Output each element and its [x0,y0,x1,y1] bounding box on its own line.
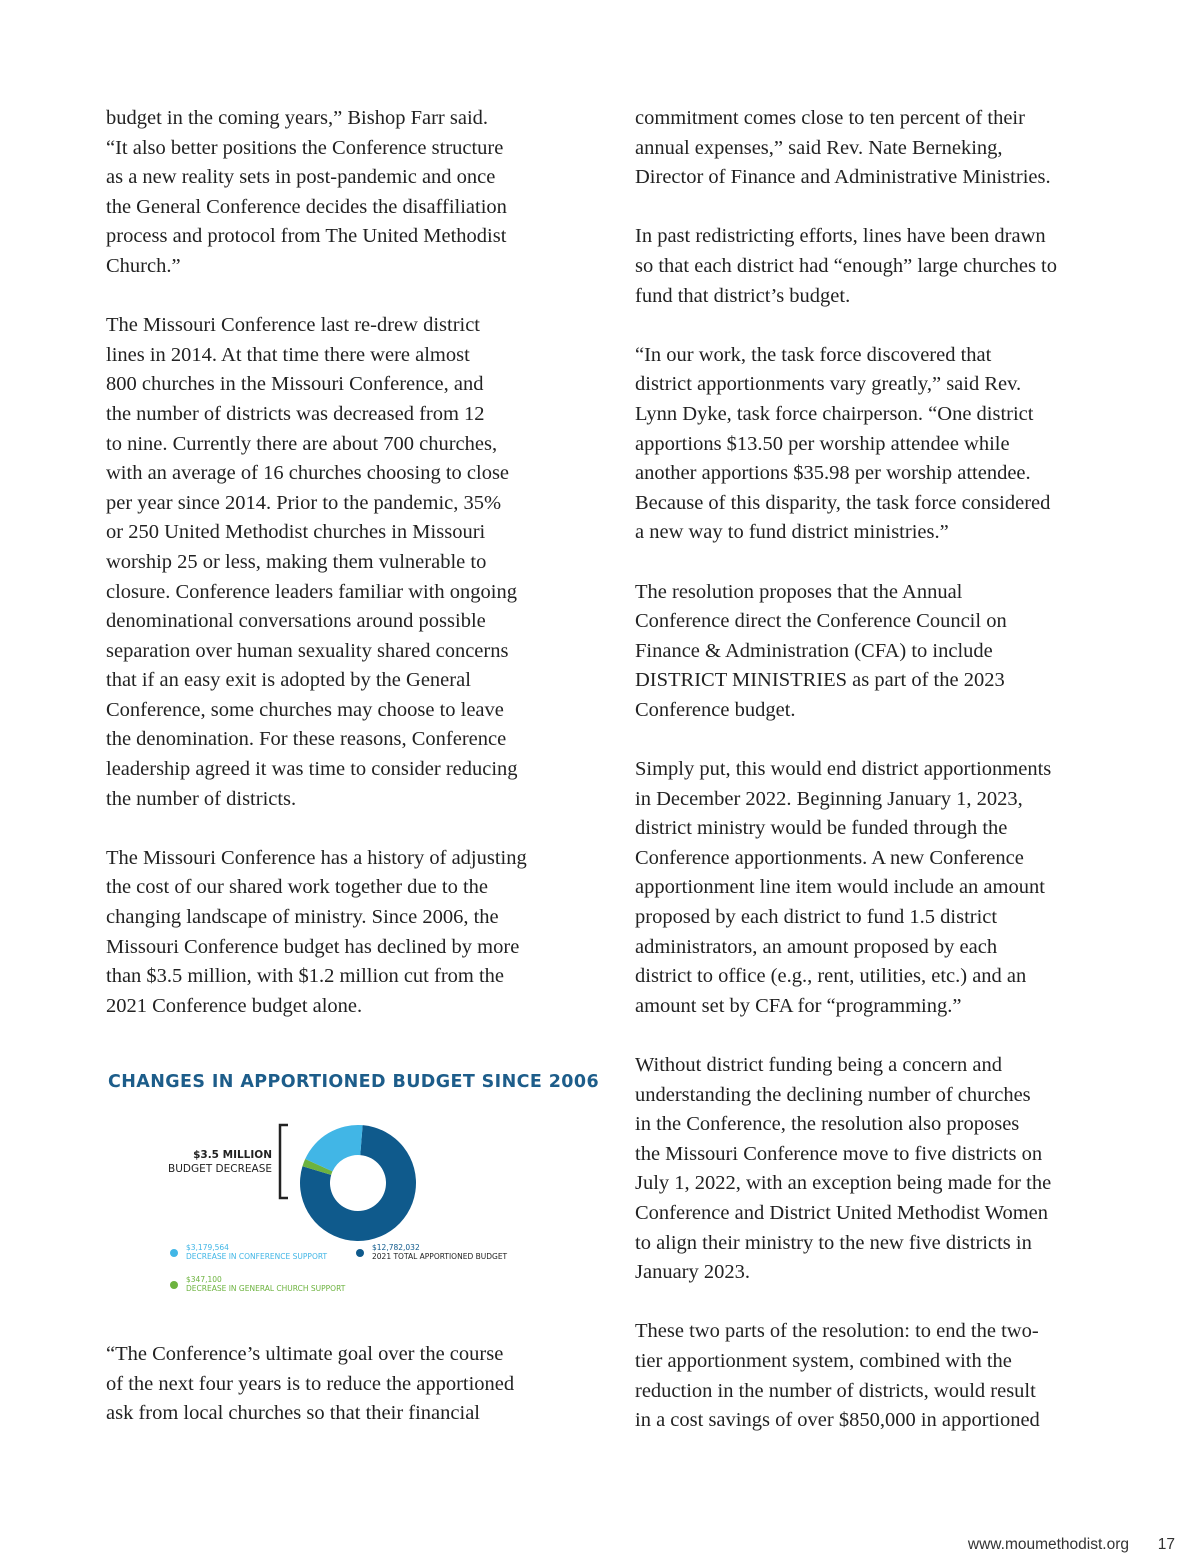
legend-label: DECREASE IN CONFERENCE SUPPORT [186,1252,328,1261]
annotation-label: BUDGET DECREASE [168,1163,272,1175]
legend-dot [356,1249,364,1257]
legend-label: 2021 TOTAL APPORTIONED BUDGET [372,1252,508,1261]
paragraph: commitment comes close to ten percent of their annual expenses,” said Rev. Nate Berneking, Director of Finance and Administrative Ministries. [635,107,1051,189]
legend-value: $12,782,032 [372,1243,420,1252]
paragraph: The resolution proposes that the Annual Conference direct the Conference Council on Finance & Administration (CFA) to include DISTRICT MINISTRIES as part of the 2023 Conference budget. [635,580,1007,721]
left-column-continued [106,1340,576,1429]
legend-dot [170,1281,178,1289]
left-column [106,104,576,1021]
paragraph: Simply put, this would end district apportionments in December 2022. Beginning January 1, 2023, district ministry would be funded through the Conference apportionments. A new Conference apportionment line item would include an amount proposed by each district to fund 1.5 district administrators, an amount proposed by each district to office (e.g., rent, utilities, etc.) and an amount set by CFA for “programming.” [635,758,1052,1017]
bracket-annotation [280,1125,288,1198]
paragraph: The Missouri Conference has a history of adjusting the cost of our shared work together due to the changing landscape of ministry. Since 2006, the Missouri Conference budget has declined by more than $3.5 million, with $1.2 million cut from the 2021 Conference budget alone. [106,846,527,1017]
chart-title: CHANGES IN APPORTIONED BUDGET SINCE 2006 [108,1072,600,1092]
paragraph: “The Conference’s ultimate goal over the course of the next four years is to reduce the apportioned ask from local churches so that their financial [106,1343,515,1425]
footer-url: www.moumethodist.org [967,1536,1129,1553]
paragraph: The Missouri Conference last re-drew district lines in 2014. At that time there were almost 800 churches in the Missouri Conference, and the number of districts was decreased from 12 to nine. Currently there are about 700 churches, with an average of 16 churches choosing to close per year since 2014. Prior to the pandemic, 35% or 250 United Methodist churches in Missouri worship 25 or less, making them vulnerable to closure. Conference leaders familiar with ongoing denominational conversations around possible separation over human sexuality shared concerns that if an easy exit is adopted by the General Conference, some churches may choose to leave the denomination. For these reasons, Conference leadership agreed it was time to consider reducing the number of districts. [106,314,518,810]
page-number: 17 [1157,1536,1175,1553]
legend-value: $347,100 [186,1275,222,1284]
paragraph: These two parts of the resolution: to end the two- tier apportionment system, combined with the reduction in the number of districts, would result in a cost savings of over $850,000 in apportioned [635,1320,1040,1432]
chart-canvas [106,1068,576,1308]
annotation-amount: $3.5 MILLION [193,1149,272,1161]
legend-label: DECREASE IN GENERAL CHURCH SUPPORT [186,1284,346,1293]
right-column [635,104,1105,1436]
paragraph: budget in the coming years,” Bishop Farr said. “It also better positions the Conference structure as a new reality sets in post-pandemic and once the General Conference decides the disaffiliation process and protocol from The United Methodist Church.” [106,107,507,277]
legend-dot [170,1249,178,1257]
budget-donut-chart [106,1068,600,1308]
paragraph: In past redistricting efforts, lines have been drawn so that each district had “enough” large churches to fund that district’s budget. [635,225,1057,307]
legend-value: $3,179,564 [186,1243,229,1252]
paragraph: “In our work, the task force discovered that district apportionments vary greatly,” said Rev. Lynn Dyke, task force chairperson. “One district apportions $13.50 per worship attendee while another apportions $35.98 per worship attendee. Because of this disparity, the task force considered a new way to fund district ministries.” [635,343,1051,544]
paragraph: Without district funding being a concern and understanding the declining number of churches in the Conference, the resolution also proposes the Missouri Conference move to five districts on July 1, 2022, with an exception being made for the Conference and District United Methodist Women to align their ministry to the new five districts in January 2023. [635,1054,1052,1284]
